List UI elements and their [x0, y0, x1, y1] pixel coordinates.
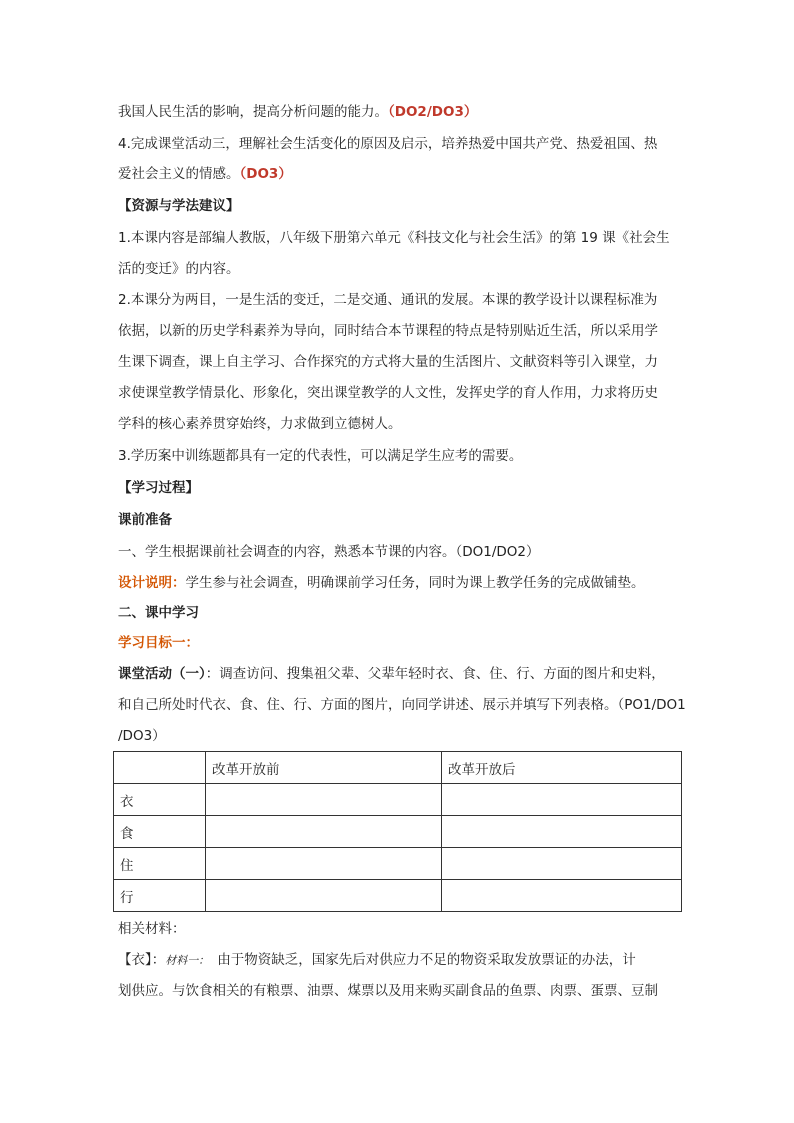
table-cell-blank[interactable] — [442, 816, 682, 848]
design-note: 设计说明：学生参与社会调查，明确课前学习任务，同时为课上教学任务的完成做铺垫。 — [118, 575, 645, 591]
table-header-row — [114, 752, 682, 784]
table-cell-blank[interactable] — [442, 848, 682, 880]
table-row — [114, 880, 682, 912]
code-tag: （DO2/DO3） — [388, 104, 478, 120]
table-cell-blank[interactable] — [442, 880, 682, 912]
material-label: 材料一： — [165, 954, 210, 967]
resource-2-line5: 学科的核心素养贯穿始终，力求做到立德树人。 — [118, 416, 402, 432]
resource-2-line2: 依据，以新的历史学科素养为导向，同时结合本节课程的特点是特别贴近生活，所以采用学 — [118, 323, 658, 339]
heading-process: 【学习过程】 — [118, 480, 199, 496]
resource-2-line4: 求使课堂教学情景化、形象化，突出课堂教学的人文性，发挥史学的育人作用，力求将历史 — [118, 385, 658, 401]
table-header-cell: 改革开放后 — [442, 752, 682, 784]
row-label: 食 — [114, 816, 206, 848]
table-header-cell — [114, 752, 206, 784]
resource-2-line3: 生课下调查，课上自主学习、合作探究的方式将大量的生活图片、文献资料等引入课堂，力 — [118, 354, 658, 370]
activity-label: 课堂活动（一） — [118, 666, 206, 682]
table-header-cell: 改革开放前 — [206, 752, 442, 784]
material-1-line1: 【衣】：材料一： 由于物资缺乏，国家先后对供应力不足的物资采取发放票证的办法，计 — [118, 952, 636, 968]
activity-1-line3: /DO3） — [118, 728, 166, 744]
objective-3-continued: 我国人民生活的影响，提高分析问题的能力。（DO2/DO3） — [118, 104, 478, 120]
objective-4-line1: 4.完成课堂活动三，理解社会生活变化的原因及启示，培养热爱中国共产党、热爱祖国、热 — [118, 136, 658, 152]
material-1-line2: 划供应。与饮食相关的有粮票、油票、煤票以及用来购买副食品的鱼票、肉票、蛋票、豆制 — [118, 983, 658, 999]
objective-4-line2: 爱社会主义的情感。（DO3） — [118, 166, 292, 182]
table-row — [114, 784, 682, 816]
activity-1-line2: 和自己所处时代衣、食、住、行、方面的图片，向同学讲述、展示并填写下列表格。（PO1/DO1 — [118, 697, 686, 713]
learning-goal-1: 学习目标一： — [118, 635, 199, 651]
heading-preparation: 课前准备 — [118, 512, 172, 528]
resource-1-line1: 1.本课内容是部编人教版，八年级下册第六单元《科技文化与社会生活》的第 19 课《社会生 — [118, 230, 670, 246]
design-label: 设计说明： — [118, 575, 186, 591]
resource-2-line1: 2.本课分为两目，一是生活的变迁，二是交通、通讯的发展。本课的教学设计以课程标准为 — [118, 292, 658, 308]
table-cell-blank[interactable] — [442, 784, 682, 816]
comparison-table — [113, 751, 682, 912]
table-cell-blank[interactable] — [206, 848, 442, 880]
heading-in-class: 二、课中学习 — [118, 605, 199, 621]
material-tag: 【衣】： — [118, 952, 166, 968]
resource-3: 3.学历案中训练题都具有一定的代表性，可以满足学生应考的需要。 — [118, 448, 523, 464]
row-label: 衣 — [114, 784, 206, 816]
resource-1-line2: 活的变迁》的内容。 — [118, 261, 240, 277]
table-cell-blank[interactable] — [206, 816, 442, 848]
prep-item-1: 一、学生根据课前社会调查的内容，熟悉本节课的内容。（DO1/DO2） — [118, 544, 540, 560]
code-tag: （DO3） — [239, 166, 292, 182]
row-label: 住 — [114, 848, 206, 880]
activity-1-line1: 课堂活动（一）：调查访问、搜集祖父辈、父辈年轻时衣、食、住、行、方面的图片和史料， — [118, 666, 665, 682]
related-materials-label: 相关材料： — [118, 921, 186, 937]
heading-resources: 【资源与学法建议】 — [118, 198, 240, 214]
table-row — [114, 816, 682, 848]
table-row — [114, 848, 682, 880]
row-label: 行 — [114, 880, 206, 912]
table-cell-blank[interactable] — [206, 784, 442, 816]
table-cell-blank[interactable] — [206, 880, 442, 912]
